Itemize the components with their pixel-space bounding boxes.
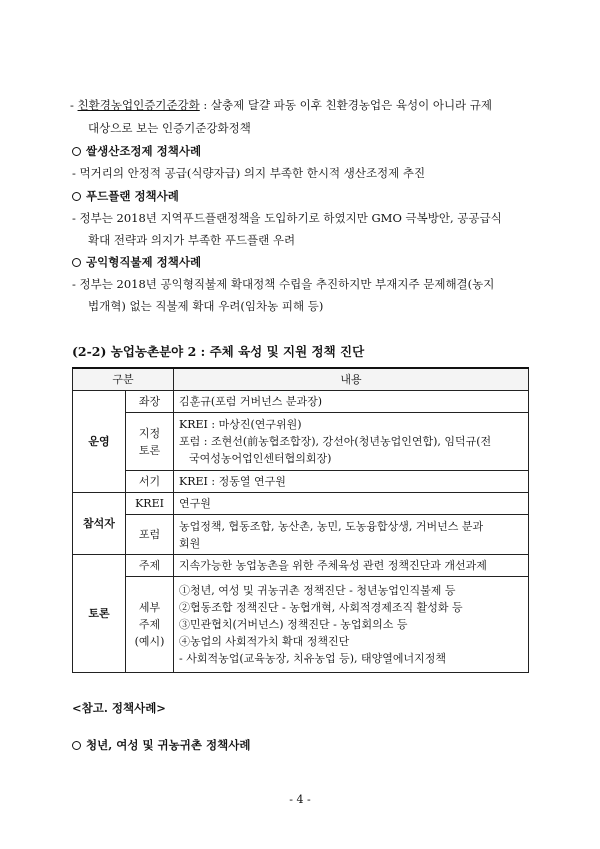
page-number: - 4 - — [289, 793, 311, 806]
bullet-circle-icon — [72, 147, 81, 156]
case-heading-foodplan: 푸드플랜 정책사례 — [72, 188, 179, 204]
row-label-operation: 운영 — [73, 391, 126, 493]
krei-label: KREI — [126, 493, 174, 515]
forum-value: 농업정책, 협동조합, 농산촌, 농민, 도농융합상생, 거버넌스 분과 회원 — [174, 515, 529, 555]
case-direct-payment-line2: 법개혁) 없는 직불제 확대 우려(임차농 피해 등) — [88, 299, 324, 313]
bullet-circle-icon — [72, 258, 81, 267]
bullet-circle-icon — [72, 192, 81, 201]
list-item: ①청년, 여성 및 귀농귀촌 정책진단 - 청년농업인직불제 등 — [179, 584, 456, 597]
case-foodplan-line2: 확대 전략과 의지가 부족한 푸드플랜 우려 — [88, 233, 296, 247]
case-foodplan-line1: - 정부는 2018년 지역푸드플랜정책을 도입하기로 하였지만 GMO 극복방안, 공공급식 — [72, 211, 502, 225]
row-label-attendees: 참석자 — [73, 493, 126, 555]
para1-line1 — [70, 97, 492, 113]
section-title: (2-2) 농업농촌분야 2 : 주체 육성 및 지원 정책 진단 — [72, 344, 365, 359]
bullet-circle-icon — [72, 741, 81, 750]
case-rice-line1: - 먹거리의 안정적 공급(식량자급) 의지 부족한 한시적 생산조정제 추진 — [72, 166, 426, 180]
details-list — [174, 577, 529, 673]
reference-title: <참고. 정책사례> — [72, 701, 166, 715]
case-heading-direct-payment: 공익형직불제 정책사례 — [72, 254, 201, 270]
forum-label: 포럼 — [126, 515, 174, 555]
secretary-value: KREI : 정동열 연구원 — [174, 471, 529, 493]
para1-text: : 살충제 달걀 파동 이후 친환경농업은 육성이 아니라 규제 — [199, 98, 493, 112]
topic-label: 주제 — [126, 555, 174, 577]
table-header-category: 구분 — [73, 368, 174, 391]
list-item: ③민관협치(거버넌스) 정책진단 - 농업회의소 등 — [179, 618, 408, 631]
list-item: - 사회적농업(교육농장, 치유농업 등), 태양열에너지정책 — [179, 652, 447, 665]
krei-value: 연구원 — [174, 493, 529, 515]
case-direct-payment-line1: - 정부는 2018년 공익형직불제 확대정책 수립을 추진하지만 부재지주 문제해결(농지 — [72, 277, 495, 291]
discussion-table — [72, 367, 529, 673]
details-label: 세부 주제 (예시) — [126, 577, 174, 673]
secretary-label: 서기 — [126, 471, 174, 493]
para1-line2: 대상으로 보는 인증기준강화정책 — [88, 121, 251, 135]
table-header-content: 내용 — [174, 368, 529, 391]
chair-value: 김훈규(포럼 거버넌스 분과장) — [174, 391, 529, 413]
panel-value: KREI : 마상진(연구위원) 포럼 : 조현선(前농협조합장), 강선아(청년농업인연합), 임덕규(전 국여성농어업인센터협의회장) — [174, 413, 529, 471]
topic-value: 지속가능한 농업농촌을 위한 주체육성 관련 정책진단과 개선과제 — [174, 555, 529, 577]
para1-term: 친환경농업인증기준강화 — [77, 98, 200, 112]
list-item: ②협동조합 정책진단 - 농협개혁, 사회적경제조직 활성화 등 — [179, 601, 463, 614]
case-heading-rice: 쌀생산조정제 정책사례 — [72, 143, 201, 159]
row-label-discussion: 토론 — [73, 555, 126, 673]
youth-case-heading: 청년, 여성 및 귀농귀촌 정책사례 — [72, 737, 250, 753]
chair-label: 좌장 — [126, 391, 174, 413]
para1-dash: - — [70, 98, 74, 112]
panel-label: 지정 토론 — [126, 413, 174, 471]
list-item: ④농업의 사회적가치 확대 정책진단 — [179, 635, 350, 648]
